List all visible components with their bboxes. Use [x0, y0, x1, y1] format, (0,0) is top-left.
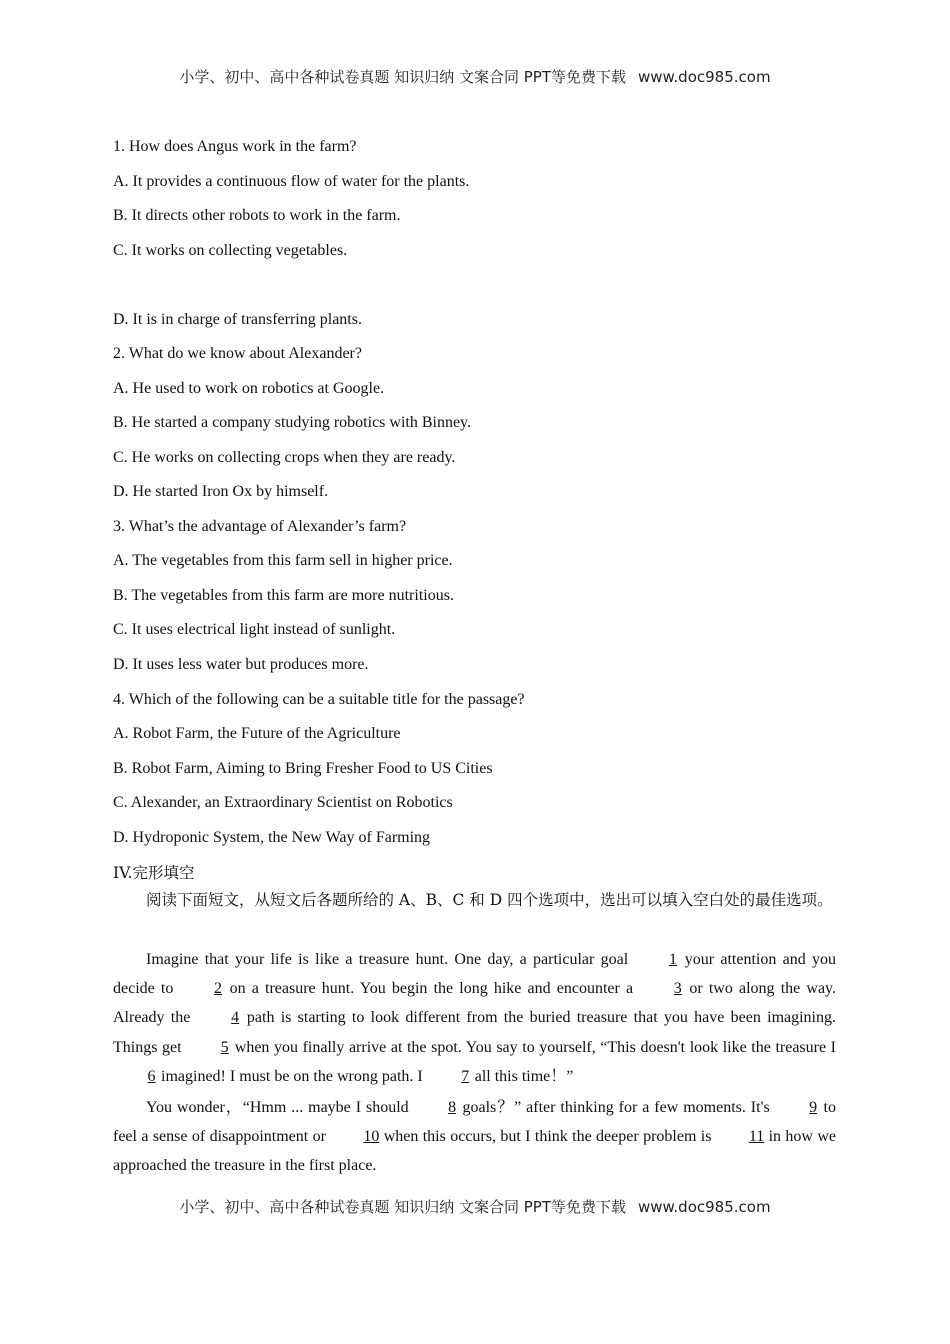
blank-3: 3 [673, 980, 682, 998]
q1-option-b: B. It directs other robots to work in the farm. [113, 207, 401, 224]
q3-option-a: A. The vegetables from this farm sell in higher price. [113, 552, 453, 569]
header-text: 小学、初中、高中各种试卷真题 知识归纳 文案合同 PPT等免费下载 [179, 68, 626, 86]
blank-6: 6 [147, 1067, 156, 1085]
question-3: 3. What’s the advantage of Alexander’s farm? [113, 518, 407, 535]
p2-text-3: when this occurs, but I think the deeper problem is [379, 1128, 716, 1146]
p1-text-4: path is starting to look different from the buried treasure that you have been imagining. Things get [113, 1009, 837, 1056]
q4-option-a: A. Robot Farm, the Future of the Agriculture [113, 725, 401, 742]
page-header [0, 66, 950, 87]
q4-option-b: B. Robot Farm, Aiming to Bring Fresher Food to US Cities [113, 760, 493, 777]
p2-text-4: in how we approached the treasure in the first place. [113, 1128, 837, 1175]
question-2: 2. What do we know about Alexander? [113, 345, 362, 362]
footer-text: 小学、初中、高中各种试卷真题 知识归纳 文案合同 PPT等免费下载 [179, 1198, 626, 1216]
question-1: 1. How does Angus work in the farm? [113, 138, 357, 155]
p1-text-1: your attention and you decide to [113, 951, 836, 998]
blank-5: 5 [220, 1038, 229, 1056]
blank-8: 8 [448, 1099, 457, 1116]
q2-option-d: D. He started Iron Ox by himself. [113, 483, 329, 500]
blank-1: 1 [668, 951, 677, 968]
q2-option-a: A. He used to work on robotics at Google. [113, 380, 385, 397]
p1-text-3: or two along the way. Already the [113, 980, 837, 1027]
q1-option-c: C. It works on collecting vegetables. [113, 242, 348, 259]
q3-option-c: C. It uses electrical light instead of sunlight. [113, 621, 396, 638]
blank-7: 7 [461, 1067, 470, 1085]
q4-option-d: D. Hydroponic System, the New Way of Farming [113, 829, 431, 846]
question-4: 4. Which of the following can be a suitable title for the passage? [113, 691, 525, 708]
p1-text-0: Imagine that your life is like a treasure hunt. One day, a particular goal [146, 951, 635, 968]
p1-text-6: imagined! I must be on the wrong path. I [157, 1067, 427, 1085]
blank-9: 9 [809, 1099, 818, 1116]
q2-option-c: C. He works on collecting crops when they are ready. [113, 449, 456, 466]
header-site: www.doc985.com [637, 68, 771, 86]
footer-site: www.doc985.com [637, 1198, 771, 1216]
p2-text-1: goals？” after thinking for a few moments. It's [457, 1099, 775, 1116]
blank-10: 10 [363, 1128, 380, 1146]
blank-11: 11 [748, 1128, 765, 1146]
p2-text-0: You wonder，“Hmm ... maybe I should [146, 1099, 414, 1116]
section-title: IV.完形填空 [113, 864, 195, 882]
p1-text-5: when you finally arrive at the spot. You say to yourself, “This doesn't look like the treasure I [230, 1038, 836, 1056]
blank-4: 4 [231, 1009, 240, 1027]
q1-option-a: A. It provides a continuous flow of water for the plants. [113, 173, 470, 190]
q3-option-d: D. It uses less water but produces more. [113, 656, 369, 673]
q2-option-b: B. He started a company studying robotics with Binney. [113, 414, 472, 431]
cloze-paragraph-1 [113, 945, 836, 1091]
cloze-paragraph-2 [113, 1093, 836, 1181]
q4-option-c: C. Alexander, an Extraordinary Scientist on Robotics [113, 794, 453, 811]
q1-option-d: D. It is in charge of transferring plants. [113, 311, 362, 328]
section-instruction: 阅读下面短文，从短文后各题所给的 A、B、C 和 D 四个选项中，选出可以填入空白处的最佳选项。 [146, 891, 833, 909]
blank-2: 2 [213, 980, 222, 998]
p1-text-7: all this time！” [470, 1067, 574, 1085]
page-footer [0, 1196, 950, 1217]
q3-option-b: B. The vegetables from this farm are more nutritious. [113, 587, 454, 604]
p2-text-2: to feel a sense of disappointment or [113, 1099, 836, 1146]
p1-text-2: on a treasure hunt. You begin the long hike and encounter a [223, 980, 640, 998]
